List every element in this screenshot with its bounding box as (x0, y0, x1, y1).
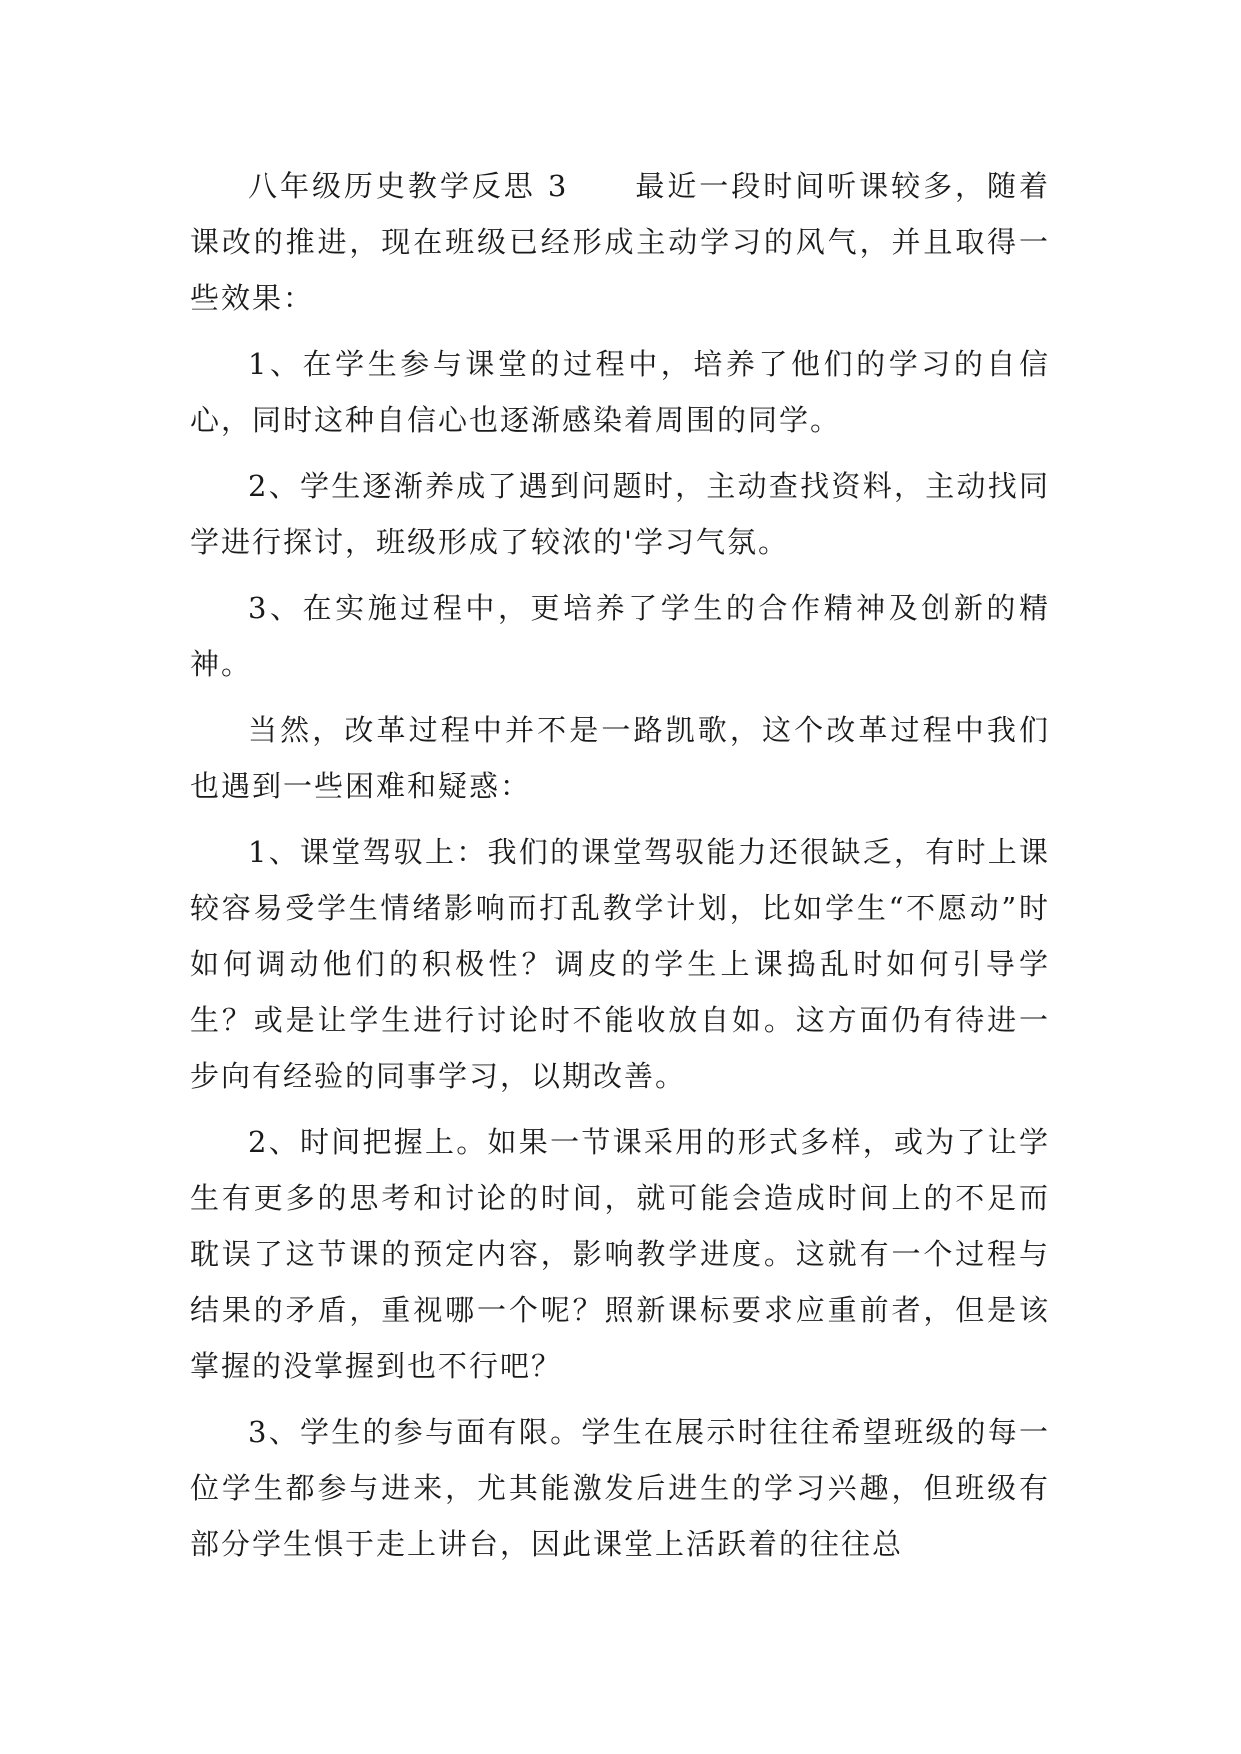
intro-paragraph (190, 158, 1050, 326)
paragraph: 3、学生的参与面有限。学生在展示时往往希望班级的每一位学生都参与进来，尤其能激发后进生的学习兴趣，但班级有部分学生惧于走上讲台，因此课堂上活跃着的往往总 (190, 1415, 1050, 1561)
document-heading: 八年级历史教学反思 3 (248, 169, 569, 203)
paragraph: 1、课堂驾驭上：我们的课堂驾驭能力还很缺乏，有时上课较容易受学生情绪影响而打乱教学计划，比如学生“不愿动”时如何调动他们的积极性？调皮的学生上课捣乱时如何引导学生？或是让学生进行讨论时不能收放自如。这方面仍有待进一步向有经验的同事学习，以期改善。 (190, 835, 1050, 1093)
paragraph-text: 最近一段时间听课较多，随着课改的推进，现在班级已经形成主动学习的风气，并且取得一些效果： (190, 169, 1050, 315)
document-body (190, 158, 1050, 1582)
paragraph: 1、在学生参与课堂的过程中，培养了他们的学习的自信心，同时这种自信心也逐渐感染着周围的同学。 (190, 347, 1050, 437)
paragraph: 当然，改革过程中并不是一路凯歌，这个改革过程中我们也遇到一些困难和疑惑： (190, 713, 1050, 803)
paragraph: 3、在实施过程中，更培养了学生的合作精神及创新的精神。 (190, 591, 1050, 681)
paragraph: 2、时间把握上。如果一节课采用的形式多样，或为了让学生有更多的思考和讨论的时间，就可能会造成时间上的不足而耽误了这节课的预定内容，影响教学进度。这就有一个过程与结果的矛盾，重视哪一个呢？照新课标要求应重前者，但是该掌握的没掌握到也不行吧？ (190, 1125, 1050, 1383)
paragraph: 2、学生逐渐养成了遇到问题时，主动查找资料，主动找同学进行探讨，班级形成了较浓的'学习气氛。 (190, 469, 1050, 559)
